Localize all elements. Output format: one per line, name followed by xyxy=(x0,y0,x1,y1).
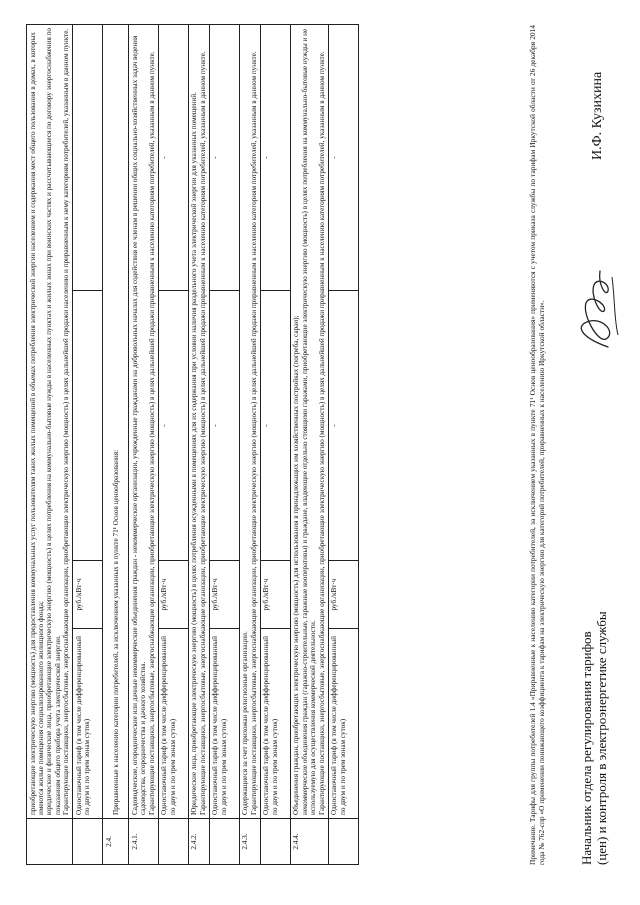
paragraph: Объединения граждан, приобретающих электрическую энергию (мощность) для использования в принадлежащих им хозяйственных постройках (погреба, сараи); xyxy=(292,315,301,815)
table-row xyxy=(209,24,239,864)
tariff-unit: руб./кВт·ч xyxy=(209,561,239,629)
row-description xyxy=(239,24,260,818)
tariff-value-period-2: - xyxy=(209,24,239,290)
row-description xyxy=(290,24,328,818)
table-row xyxy=(73,24,103,864)
table-row xyxy=(103,24,129,864)
tariff-value-period-1: - xyxy=(328,291,358,561)
paragraph: приобретающие электрическую энергию (мощность) для предоставления коммунальных услуг пользователям таких жилых помещений в объемах потребления электрической энергии населением и содержания мест общего пользования в домах, в которых имеются жилые помещения специализированного жилищного фонда; xyxy=(28,32,45,815)
tariff-value-period-1 xyxy=(73,291,103,561)
paragraph: Содержащиеся за счет прихожан религиозные организации. xyxy=(241,631,250,815)
row-number: 2.4.2. xyxy=(188,819,209,865)
signatory-position xyxy=(580,565,609,865)
section-title: Приравненные к населению категории потребителей, за исключением указанных в пункте 71¹ Основ ценообразования: xyxy=(103,24,129,818)
tariff-unit: руб./кВт·ч xyxy=(158,561,188,629)
paragraph: Садоводческие, огороднические или дачные некоммерческие объединения граждан - некоммерческие организации, учрежденные гражданами на добровольных началах для содействия ее членам в решении общих социально-хозяйственных задач ведения садоводства, огородничества и дачного хозяйства. xyxy=(130,35,148,815)
tariff-name: Одноставочный тариф (в том числе дифференцированный по двум и по трем зонам суток) xyxy=(328,629,358,819)
tariff-value-period-2 xyxy=(73,24,103,290)
tariff-name: Одноставочный тариф (в том числе дифференцированный по двум и по трем зонам суток) xyxy=(73,629,103,819)
paragraph: Гарантирующие поставщики, энергосбытовые, энергоснабжающие организации, приобретающие электрическую энергию (мощность) в целях дальнейшей продажи приравненным к населению категориям потребителей, указанным в данном пункте. xyxy=(249,51,258,815)
tariff-value-period-2: - xyxy=(260,24,290,290)
row-number: 2.4.3. xyxy=(239,819,260,865)
tariff-unit: руб./кВт·ч xyxy=(260,561,290,629)
signatory-name: И.Ф. Кузихина xyxy=(590,71,605,160)
row-number xyxy=(73,819,103,865)
tariff-unit: руб./кВт·ч xyxy=(328,561,358,629)
table-row xyxy=(158,24,188,864)
footnote: Примечание. Тарифы для группы потребителей 1.4 «Приравненные к населению категории потребителей, за исключением указанных в пункте 71¹ Основ ценообразования» применяются с учетом приказа службы по тарифам Иркутской области от 26 декабря 2014 года № 762-спр «О применении понижающего коэффициента к тарифам на электрическую энергию для категорий потребителей, приравненных к населению Иркутской области». xyxy=(528,25,547,865)
signatory-position-line-2: (цен) и контроля в электроэнергетике службы xyxy=(593,611,609,865)
row-description xyxy=(188,24,209,818)
tariff-value-period-1: - xyxy=(209,291,239,561)
row-number: 2.4.1. xyxy=(129,819,158,865)
tariff-value-period-2: - xyxy=(328,24,358,290)
tariff-name: Одноставочный тариф (в том числе дифференцированный по двум и по трем зонам суток) xyxy=(260,629,290,819)
table-row xyxy=(290,24,328,864)
tariff-name: Одноставочный тариф (в том числе дифференцированный по двум и по трем зонам суток) xyxy=(209,629,239,819)
row-description xyxy=(129,24,158,818)
row-number xyxy=(209,819,239,865)
paragraph: Гарантирующие поставщики, энергосбытовые, энергоснабжающие организации, приобретающие электрическую энергию (мощность) в целях дальнейшей продажи приравненным к населению категориям потребителей, указанным в данном пункте. xyxy=(147,51,156,815)
paragraph: юридические и физические лица, приобретающие электрическую энергию (мощность) в целях потребления на коммунально-бытовые нужды в населенных пунктах и жилых зонах при воинских частях и рассчитывающиеся по договору энергоснабжения по показаниям общего прибора учета электрической энергии. xyxy=(45,28,62,815)
tariff-unit: руб./кВт·ч xyxy=(73,561,103,629)
table-row xyxy=(328,24,358,864)
paragraph: Гарантирующие поставщики, энергосбытовые, энергоснабжающие организации, приобретающие электрическую энергию (мощность) в целях дальнейшей продажи приравненным к населению категориям потребителей, указанным в данном пункте. xyxy=(317,51,326,815)
tariff-value-period-1: - xyxy=(260,291,290,561)
row-number xyxy=(27,819,73,865)
tariff-value-period-2: - xyxy=(158,24,188,290)
paragraph: Гарантирующие поставщики, энергосбытовые, энергоснабжающие организации, приобретающие электрическую энергию (мощность) в целях дальнейшей продажи приравненным к населению категориям потребителей, указанным в данном пункте. xyxy=(198,51,207,815)
table-row xyxy=(129,24,158,864)
paragraph: Гарантирующие поставщики, энергосбытовые, энергоснабжающие организации, приобретающие электрическую энергию (мощность) в целях дальнейшей продажи населению и приравненным к нему категориям потребителей, указанным в данном пункте. xyxy=(62,28,71,815)
table-row xyxy=(188,24,209,864)
row-number xyxy=(158,819,188,865)
handwritten-signature-icon xyxy=(560,265,630,355)
paragraph: Юридические лица, приобретающие электрическую энергию (мощность) в целях потребления осужденными в помещениях для их содержания при условии наличия раздельного учета электрической энергии для указанных помещений. xyxy=(190,92,199,815)
paragraph: некоммерческие объединения граждан (гаражно-строительные, гаражные кооперативы) и граждане, владеющие отдельно стоящими гаражами, приобретающие электрическую энергию (мощность) в целях потребления на коммунально-бытовые нужды и не используемую для осуществления коммерческой деятельности. xyxy=(300,28,318,815)
table-row xyxy=(27,24,73,864)
table-row xyxy=(260,24,290,864)
tariff-table xyxy=(26,24,359,865)
tariff-name: Одноставочный тариф (в том числе дифференцированный по двум и по трем зонам суток) xyxy=(158,629,188,819)
row-description xyxy=(27,24,73,818)
table-row xyxy=(239,24,260,864)
signatory-position-line-1: Начальник отдела регулирования тарифов xyxy=(579,631,594,865)
row-number: 2.4. xyxy=(103,819,129,865)
row-number xyxy=(328,819,358,865)
row-number: 2.4.4. xyxy=(290,819,328,865)
tariff-value-period-1: - xyxy=(158,291,188,561)
row-number xyxy=(260,819,290,865)
